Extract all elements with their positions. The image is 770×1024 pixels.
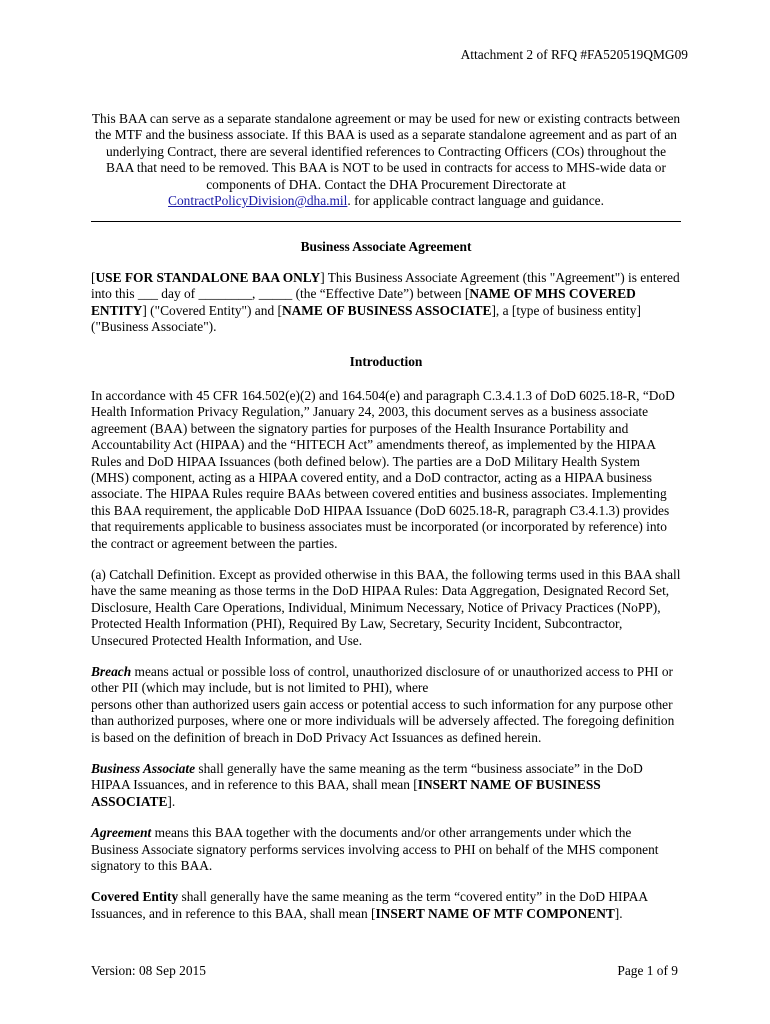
breach-definition (91, 664, 681, 746)
agreement-term: Agreement (91, 825, 152, 841)
breach-term: Breach (91, 663, 132, 679)
standalone-label: USE FOR STANDALONE BAA ONLY (95, 269, 321, 285)
text-run: ]. (614, 905, 623, 921)
agreement-title: Business Associate Agreement (300, 239, 472, 255)
usage-note-text: This BAA can serve as a separate standalone agreement or may be used for new or existing contracts between the MTF and the business associate. If this BAA is used as a separate standalone agreement and as part of an underlying Contract, there are several identified references to Contracting Officers (COs) throughout the BAA that need to be removed. This BAA is NOT to be used in contracts for access to MHS-wide data or components of DHA. Contact the DHA Procurement Directorate at (91, 111, 681, 192)
business-associate-placeholder: NAME OF BUSINESS ASSOCIATE (281, 302, 492, 318)
covered-entity-term: Covered Entity (91, 889, 179, 905)
text-run: [ (91, 269, 96, 285)
business-associate-definition (91, 761, 681, 810)
text-run: ] This Business Associate Agreement (this "Agreement") is entered into this ___ day of ________, _____ (the “Effective Date”) between [ (91, 269, 680, 302)
introduction-paragraph: In accordance with 45 CFR 164.502(e)(2) and 164.504(e) and paragraph C.3.4.1.3 of DoD 6025.18-R, “DoD Health Information Privacy Regulation,” January 24, 2003, this document serves as a business associate agreement (BAA) between the signatory parties for purposes of the Health Insurance Portability and Accountability Act (HIPAA) and the “HITECH Act” amendments thereof, as implemented by the HIPAA Rules and DoD HIPAA Issuances (both defined below). The parties are a DoD Military Health System (MHS) component, acting as a HIPAA covered entity, and a DoD contractor, acting as a HIPAA business associate. The HIPAA Rules require BAAs between covered entities and business associates. Implementing this BAA requirement, the applicable DoD HIPAA Issuance (DoD 6025.18-R, paragraph C3.4.1.3) provides that requirements applicable to business associates must be incorporated (or incorporated by reference) into the contract or agreement between the parties. (91, 387, 675, 551)
text-run: persons other than authorized users gain access or potential access to such information for any purpose other than authorized purposes, where one or more individuals will be adversely affected. The foregoing definition is based on the definition of breach in DoD Privacy Act Issuances as defined herein. (91, 696, 675, 745)
usage-note-tail: . for applicable contract language and guidance. (347, 193, 604, 209)
standalone-paragraph (91, 270, 681, 336)
text-run: means this BAA together with the documents and/or other arrangements under which the Business Associate signatory performs services involving access to PHI on behalf of the MHS component signatory to this BAA. (91, 825, 659, 874)
page-number: Page 1 of 9 (617, 963, 678, 978)
covered-entity-definition (91, 889, 681, 922)
contract-policy-email-link[interactable]: ContractPolicyDivision@dha.mil (168, 193, 348, 209)
usage-note (91, 111, 681, 209)
text-run: shall generally have the same meaning as the term “business associate” in the DoD HIPAA Issuances, and in reference to this BAA, shall mean [ (91, 761, 643, 793)
text-run: ], a [type of business entity] ("Business Associate"). (91, 302, 641, 335)
agreement-definition (91, 825, 681, 874)
text-run: means actual or possible loss of control, unauthorized disclosure of or unauthorized access to PHI or other PII (which may include, but is not limited to PHI), where (91, 663, 673, 696)
business-associate-name-placeholder: INSERT NAME OF BUSINESS ASSOCIATE (91, 777, 601, 809)
covered-entity-placeholder: NAME OF MHS COVERED ENTITY (91, 286, 636, 318)
version-label: Version: 08 Sep 2015 (91, 963, 206, 978)
catchall-definition-paragraph: (a) Catchall Definition. Except as provided otherwise in this BAA, the following terms used in this BAA shall have the same meaning as those terms in the DoD HIPAA Rules: Data Aggregation, Designated Record Set, Disclosure, Health Care Operations, Individual, Minimum Necessary, Notice of Privacy Practices (NoPP), Protected Health Information (PHI), Required By Law, Secretary, Security Incident, Subcontractor, Unsecured Protected Health Information, and Use. (91, 566, 681, 648)
section-divider (91, 221, 681, 222)
text-run: ] ("Covered Entity") and [ (142, 302, 282, 318)
introduction-heading: Introduction (349, 354, 423, 370)
text-run: ]. (167, 793, 176, 809)
text-run: shall generally have the same meaning as the term “covered entity” in the DoD HIPAA Issuances, and in reference to this BAA, shall mean [ (91, 889, 648, 921)
mtf-component-placeholder: INSERT NAME OF MTF COMPONENT (375, 905, 615, 921)
document-body (91, 111, 681, 922)
business-associate-term: Business Associate (91, 761, 196, 776)
document-reference: Attachment 2 of RFQ #FA520519QMG09 (460, 47, 688, 62)
